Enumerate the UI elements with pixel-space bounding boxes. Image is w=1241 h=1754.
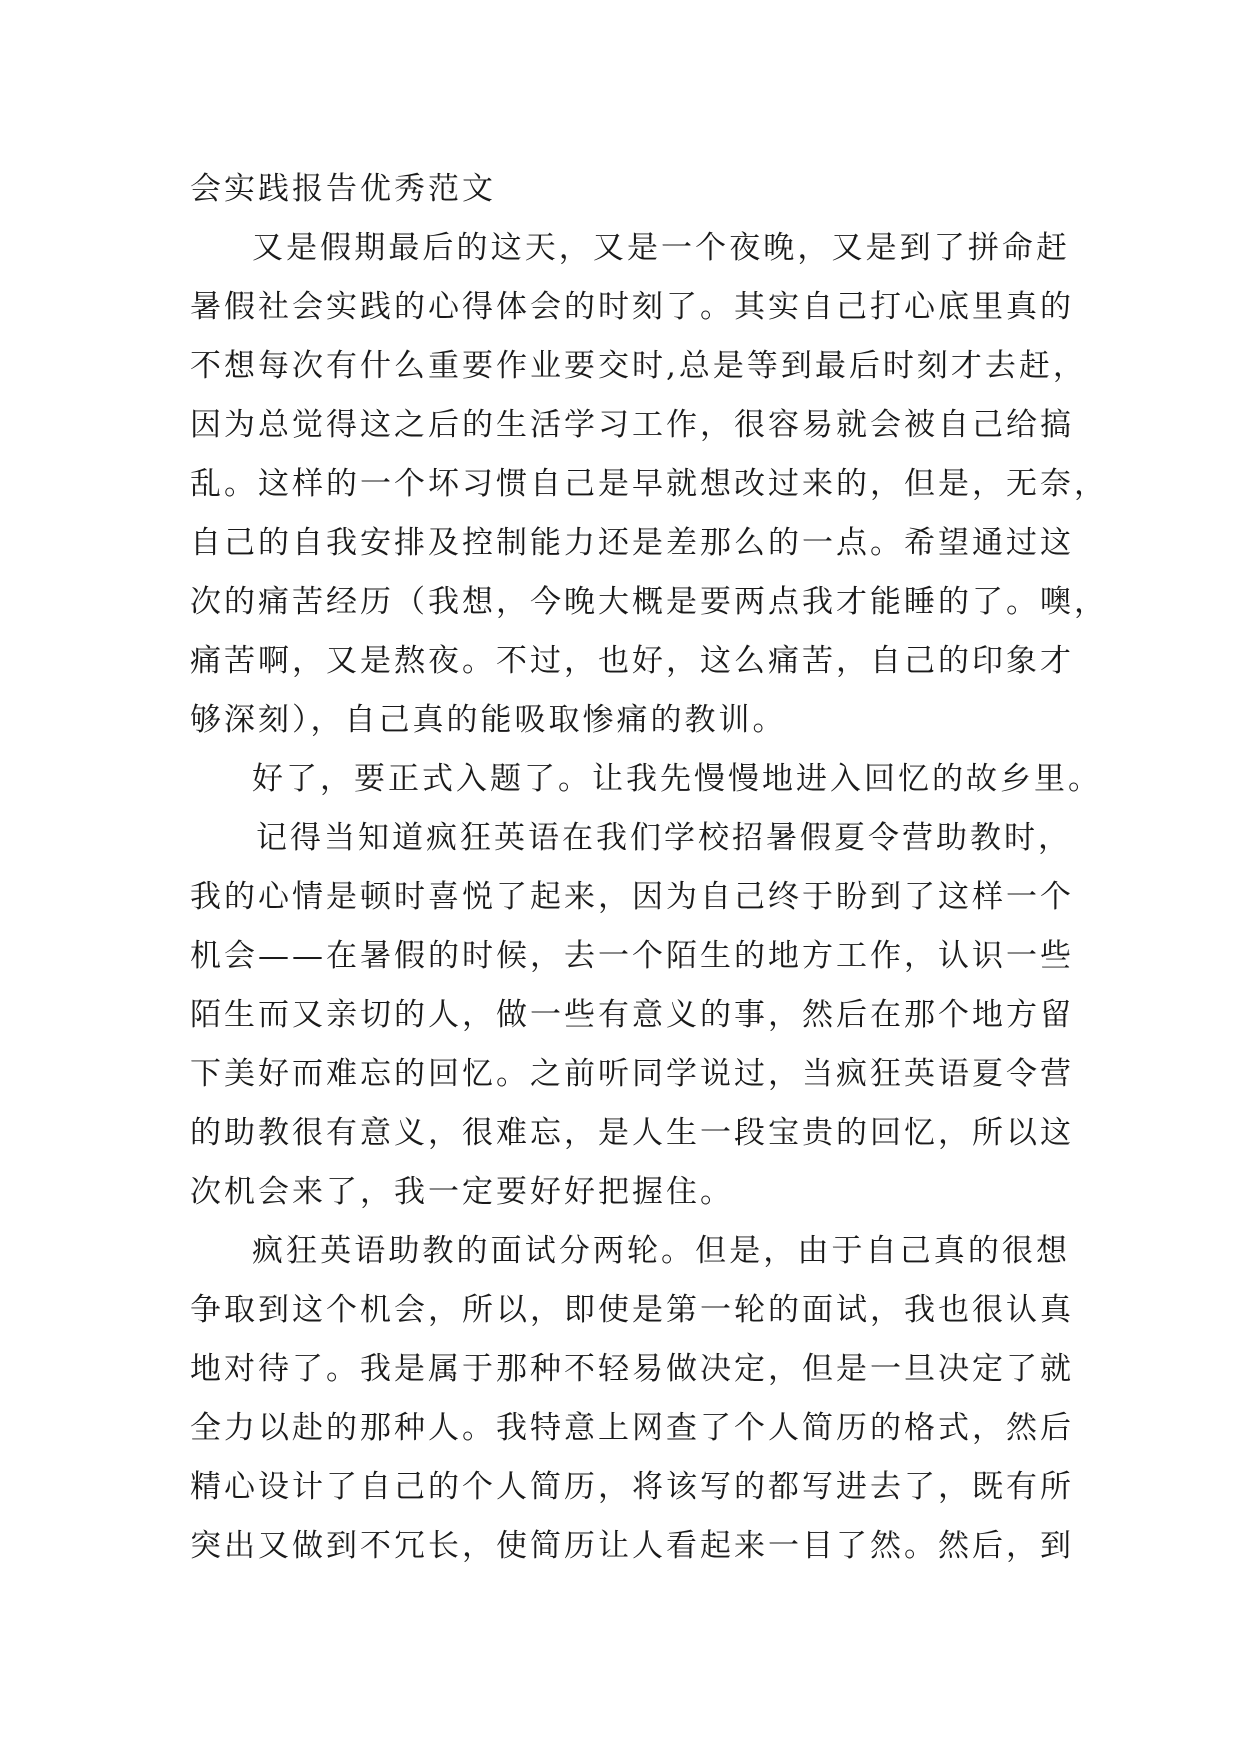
paragraph-line: 下美好而难忘的回忆。之前听同学说过，当疯狂英语夏令营 bbox=[190, 1056, 1074, 1092]
paragraph-line: 我的心情是顿时喜悦了起来，因为自己终于盼到了这样一个 bbox=[190, 879, 1074, 915]
paragraph-line: 好了，要正式入题了。让我先慢慢地进入回忆的故乡里。 bbox=[252, 761, 1102, 797]
paragraph-line: 记得当知道疯狂英语在我们学校招暑假夏令营助教时， bbox=[256, 820, 1072, 856]
paragraph-4 bbox=[190, 1222, 1074, 1576]
paragraph-1 bbox=[190, 219, 1108, 750]
paragraph-line: 机会——在暑假的时候，去一个陌生的地方工作，认识一些 bbox=[190, 938, 1074, 974]
paragraph-line: 够深刻），自己真的能吸取惨痛的教训。 bbox=[190, 702, 787, 738]
document-body bbox=[190, 160, 1108, 1576]
paragraph-line: 争取到这个机会，所以，即使是第一轮的面试，我也很认真 bbox=[190, 1292, 1074, 1328]
paragraph-line: 突出又做到不冗长，使简历让人看起来一目了然。然后，到 bbox=[190, 1528, 1074, 1564]
paragraph-line: 暑假社会实践的心得体会的时刻了。其实自己打心底里真的 bbox=[190, 289, 1074, 325]
paragraph-line: 陌生而又亲切的人，做一些有意义的事，然后在那个地方留 bbox=[190, 997, 1074, 1033]
paragraph-line: 不想每次有什么重要作业要交时,总是等到最后时刻才去赶， bbox=[190, 348, 1087, 384]
paragraph-line: 全力以赴的那种人。我特意上网查了个人简历的格式，然后 bbox=[190, 1410, 1074, 1446]
paragraph-line: 疯狂英语助教的面试分两轮。但是，由于自己真的很想 bbox=[252, 1233, 1070, 1269]
paragraph-line: 痛苦啊，又是熬夜。不过，也好，这么痛苦，自己的印象才 bbox=[190, 643, 1074, 679]
document-title-line: 会实践报告优秀范文 bbox=[190, 171, 496, 207]
paragraph-line: 因为总觉得这之后的生活学习工作，很容易就会被自己给搞 bbox=[190, 407, 1074, 443]
paragraph-2 bbox=[190, 750, 1102, 809]
paragraph-line: 乱。这样的一个坏习惯自己是早就想改过来的，但是，无奈， bbox=[190, 466, 1108, 502]
paragraph-line: 地对待了。我是属于那种不轻易做决定，但是一旦决定了就 bbox=[190, 1351, 1074, 1387]
paragraph-line: 次机会来了，我一定要好好把握住。 bbox=[190, 1174, 734, 1210]
paragraph-line: 自己的自我安排及控制能力还是差那么的一点。希望通过这 bbox=[190, 525, 1074, 561]
paragraph-3 bbox=[190, 809, 1074, 1222]
paragraph-line: 又是假期最后的这天，又是一个夜晚，又是到了拼命赶 bbox=[252, 230, 1070, 266]
paragraph-line: 的助教很有意义，很难忘，是人生一段宝贵的回忆，所以这 bbox=[190, 1115, 1074, 1151]
paragraph-line: 精心设计了自己的个人简历，将该写的都写进去了，既有所 bbox=[190, 1469, 1074, 1505]
paragraph-line: 次的痛苦经历（我想，今晚大概是要两点我才能睡的了。噢， bbox=[190, 584, 1108, 620]
